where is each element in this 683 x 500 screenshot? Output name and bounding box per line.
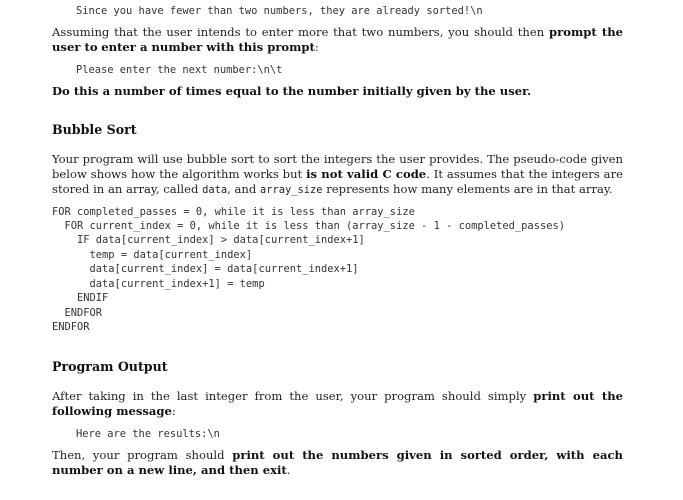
prompt-message-code: Please enter the next number:\n\t xyxy=(76,64,283,76)
program-output-heading: Program Output xyxy=(52,359,168,374)
code-line: ENDFOR xyxy=(52,307,103,319)
bubble-sort-heading: Bubble Sort xyxy=(52,122,137,137)
final-paragraph: Then, your program should print out the numbers given in sorted order, with each number on a new line, and then exit. xyxy=(52,448,623,477)
output-paragraph: After taking in the last integer from the user, your program should simply print out the following message: xyxy=(52,389,624,418)
results-message-code: Here are the results:\n xyxy=(76,428,220,440)
code-line: ENDIF xyxy=(52,292,109,304)
code-line: temp = data[current_index] xyxy=(52,249,253,261)
bubble-sort-paragraph: Your program will use bubble sort to sort the integers the user provides. The pseudo-code given below shows how the algorithm works but is not valid C code. It assumes that the integers are stored in an array, called data, and array_size represents how many elements are in that array. xyxy=(52,152,623,196)
sorted-message-code: Since you have fewer than two numbers, they are already sorted!\n xyxy=(76,5,483,17)
code-line: data[current_index] = data[current_index+1] xyxy=(52,263,359,275)
code-line: FOR current_index = 0, while it is less than (array_size - 1 - completed_passes) xyxy=(52,220,565,232)
code-line: data[current_index+1] = temp xyxy=(52,278,265,290)
assume-paragraph: Assuming that the user intends to enter more that two numbers, you should then prompt the user to enter a number with this prompt: xyxy=(52,25,624,54)
repeat-instruction: Do this a number of times equal to the number initially given by the user. xyxy=(52,84,532,98)
code-line: IF data[current_index] > data[current_index+1] xyxy=(52,234,365,246)
code-line: ENDFOR xyxy=(52,321,90,333)
code-line: FOR completed_passes = 0, while it is less than array_size xyxy=(52,206,415,218)
